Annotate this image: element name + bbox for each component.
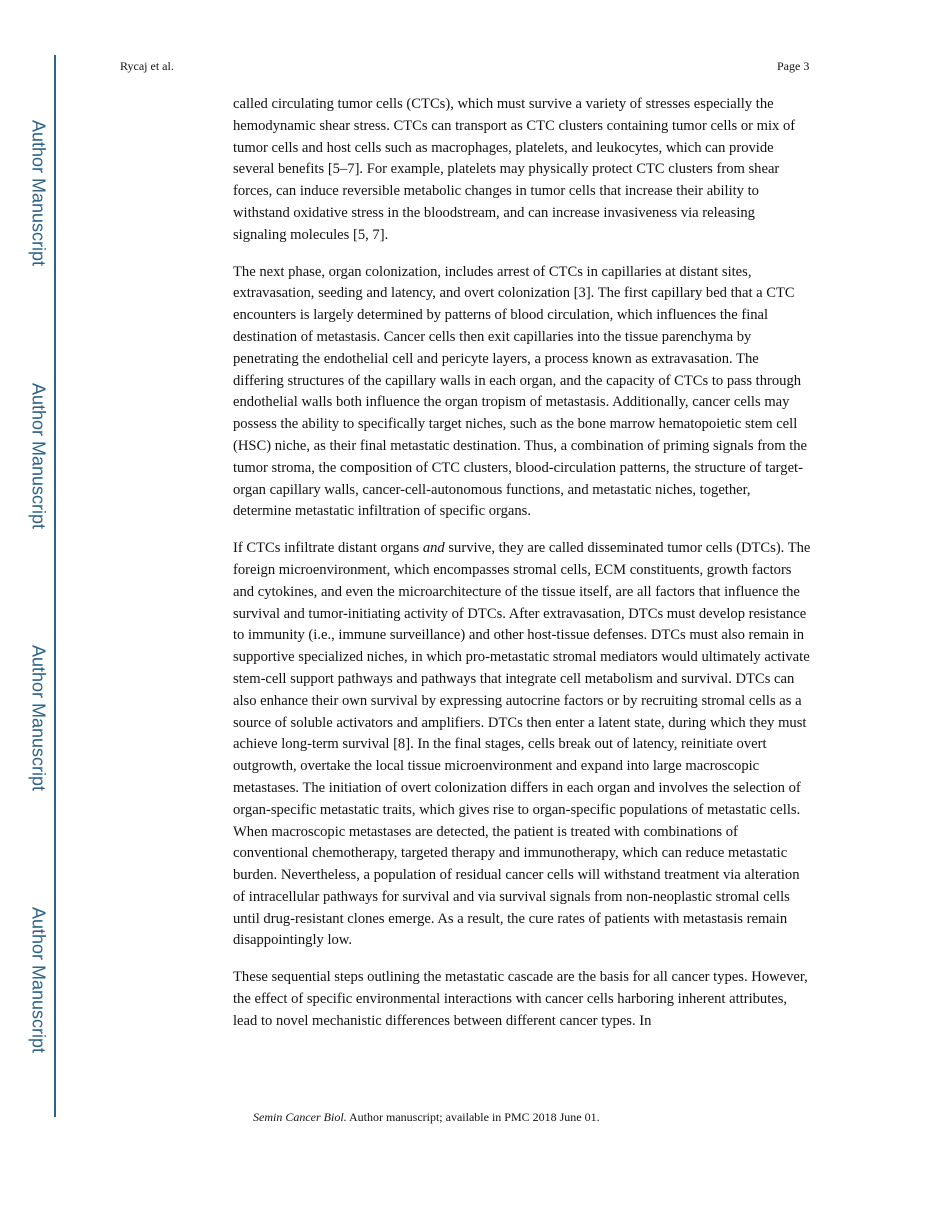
paragraph: called circulating tumor cells (CTCs), which must survive a variety of stresses especially the hemodynamic shear stress. CTCs can transport as CTC clusters containing tumor cells or mix of tumor cells and host cells such as macrophages, platelets, and leukocytes, which can provide several benefits [5–7]. For example, platelets may physically protect CTC clusters from shear forces, can induce reversible metabolic changes in tumor cells that increase their ability to withstand oxidative stress in the bloodstream, and can increase invasiveness via releasing signaling molecules [5, 7].	[233, 96, 796, 243]
body-text	[233, 94, 811, 1048]
paragraph: These sequential steps outlining the metastatic cascade are the basis for all cancer types. However, the effect of specific environmental interactions with cancer cells harboring inherent attributes, lead to novel mechanistic differences between different cancer types. In	[233, 969, 808, 1029]
footer-note: Author manuscript; available in PMC 2018 June 01.	[346, 1110, 600, 1124]
paragraph: The next phase, organ colonization, includes arrest of CTCs in capillaries at distant sites, extravasation, seeding and latency, and overt colonization [3]. The first capillary bed that a CTC encounters is largely determined by patterns of blood circulation, which influences the final destination of metastasis. Cancer cells then exit capillaries into the tissue parenchyma by penetrating the endothelial cell and pericyte layers, a process known as extravasation. The differing structures of the capillary walls in each organ, and the capacity of CTCs to pass through endothelial walls both influence the organ tropism of metastasis. Additionally, cancer cells may possess the ability to specifically target niches, such as the bone marrow hematopoietic stem cell (HSC) niche, as their final metastatic destination. Thus, a combination of priming signals from the tumor stroma, the composition of CTC clusters, blood-circulation patterns, the structure of target-organ capillary walls, cancer-cell-autonomous functions, and metastatic niches, together, determine metastatic infiltration of specific organs.	[233, 263, 808, 520]
journal-name: Semin Cancer Biol.	[253, 1110, 347, 1124]
author-manuscript-text: Author Manuscript	[28, 906, 49, 1054]
running-head-authors: Rycaj et al.	[120, 59, 174, 73]
author-manuscript-text: Author Manuscript	[28, 119, 49, 267]
paragraph-text: If CTCs infiltrate distant organs	[233, 540, 423, 557]
margin-rule	[54, 55, 56, 1117]
page-number: Page 3	[777, 59, 810, 73]
paragraph	[233, 538, 811, 952]
footer-citation	[253, 1110, 600, 1125]
author-manuscript-text: Author Manuscript	[28, 644, 49, 792]
paragraph-text: survive, they are called disseminated tumor cells (DTCs). The foreign microenvironment, which encompasses stromal cells, ECM constituents, growth factors and cytokines, and even the microarchitecture of the tissue itself, are all factors that influence the survival and tumor-initiating activity of DTCs. After extravasation, DTCs must develop resistance to immunity (i.e., immune surveillance) and other host-tissue defenses. DTCs must also remain in supportive specialized niches, in which pro-metastatic stromal mediators would ultimately activate stem-cell support pathways and pathways that integrate cell metabolism and survival. DTCs can also enhance their own survival by expressing autocrine factors or by recruiting stromal cells as a source of soluble activators and amplifiers. DTCs then enter a latent state, during which they must achieve long-term survival [8]. In the final stages, cells break out of latency, reinitiate overt outgrowth, overtake the local tissue microenvironment and expand into large macroscopic metastases. The initiation of overt colonization differs in each organ and involves the selection of organ-specific metastatic traits, which gives rise to organ-specific populations of metastatic cells. When macroscopic metastases are detected, the patient is treated with combinations of conventional chemotherapy, targeted therapy and immunotherapy, which can reduce metastatic burden. Nevertheless, a population of residual cancer cells will withstand treatment via alteration of intracellular pathways for survival and via survival signals from non-neoplastic stromal cells until drug-resistant clones emerge. As a result, the cure rates of patients with metastasis remain disappointingly low.	[233, 540, 811, 949]
author-manuscript-text: Author Manuscript	[28, 382, 49, 530]
emphasis: and	[422, 540, 445, 557]
